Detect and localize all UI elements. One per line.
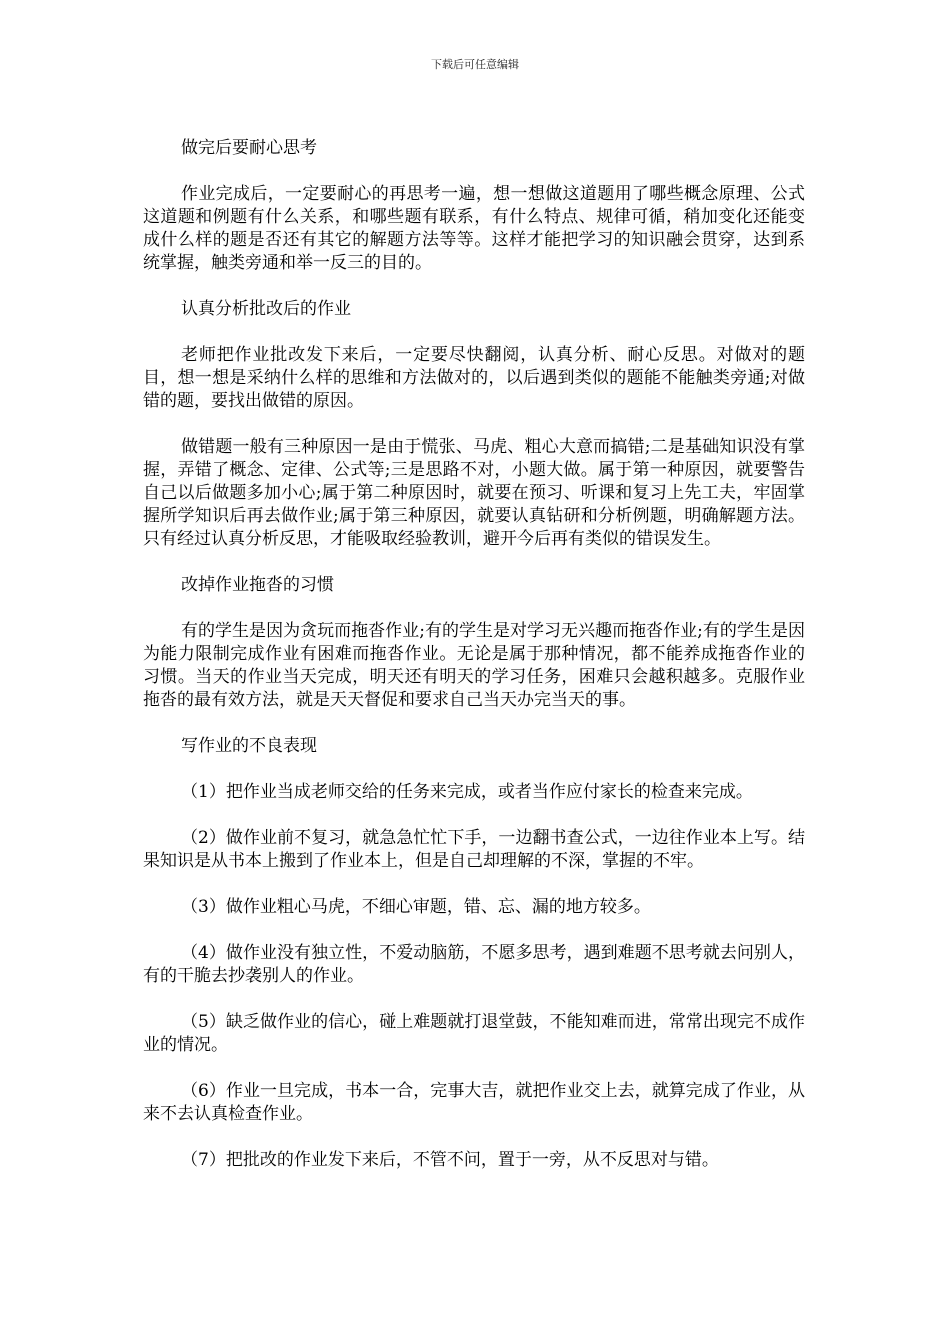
heading-think-patiently: 做完后要耐心思考 xyxy=(181,138,317,158)
list-item xyxy=(143,896,805,919)
list-item xyxy=(143,781,805,804)
list-item xyxy=(143,827,805,873)
list-item xyxy=(143,1149,805,1172)
bad-habit-item-7: （7）把批改的作业发下来后，不管不问，置于一旁，从不反思对与错。 xyxy=(181,1150,719,1170)
paragraph xyxy=(143,436,805,551)
paragraph-analyze-corrected-1: 老师把作业批改发下来后，一定要尽快翻阅，认真分析、耐心反思。对做对的题目，想一想是采纳什么样的思维和方法做对的，以后遇到类似的题能不能触类旁通;对做错的题，要找出做错的原因。 xyxy=(143,345,805,411)
section-heading xyxy=(143,298,805,321)
paragraph-procrastination: 有的学生是因为贪玩而拖沓作业;有的学生是对学习无兴趣而拖沓作业;有的学生是因为能力限制完成作业有困难而拖沓作业。无论是属于那种情况，都不能养成拖沓作业的习惯。当天的作业当天完成，明天还有明天的学习任务，困难只会越积越多。克服作业拖沓的最有效方法，就是天天督促和要求自己当天办完当天的事。 xyxy=(143,621,805,710)
document-body xyxy=(143,137,805,1195)
paragraph xyxy=(143,620,805,712)
list-item xyxy=(143,942,805,988)
paragraph-analyze-corrected-2: 做错题一般有三种原因一是由于慌张、马虎、粗心大意而搞错;二是基础知识没有掌握，弄错了概念、定律、公式等;三是思路不对，小题大做。属于第一种原因，就要警告自己以后做题多加小心;属于第二种原因时，就要在预习、听课和复习上先工夫，牢固掌握所学知识后再去做作业;属于第三种原因，就要认真钻研和分析例题，明确解题方法。只有经过认真分析反思，才能吸取经验教训，避开今后再有类似的错误发生。 xyxy=(143,437,805,549)
bad-habit-item-6: （6）作业一旦完成，书本一合，完事大吉，就把作业交上去，就算完成了作业，从来不去认真检查作业。 xyxy=(143,1081,805,1124)
paragraph xyxy=(143,183,805,275)
bad-habit-item-2: （2）做作业前不复习，就急急忙忙下手，一边翻书查公式，一边往作业本上写。结果知识是从书本上搬到了作业本上，但是自己却理解的不深，掌握的不牢。 xyxy=(143,828,805,871)
paragraph-think-patiently: 作业完成后，一定要耐心的再思考一遍，想一想做这道题用了哪些概念原理、公式这道题和例题有什么关系，和哪些题有联系，有什么特点、规律可循，稍加变化还能变成什么样的题是否还有其它的解题方法等等。这样才能把学习的知识融会贯穿，达到系统掌握，触类旁通和举一反三的目的。 xyxy=(143,184,805,273)
list-item xyxy=(143,1080,805,1126)
page-header: 下载后可任意编辑 xyxy=(431,58,519,71)
heading-analyze-corrected: 认真分析批改后的作业 xyxy=(181,299,351,319)
bad-habit-item-3: （3）做作业粗心马虎，不细心审题，错、忘、漏的地方较多。 xyxy=(181,897,651,917)
bad-habit-item-4: （4）做作业没有独立性，不爱动脑筋，不愿多思考，遇到难题不思考就去问别人，有的干脆去抄袭别人的作业。 xyxy=(143,943,805,986)
list-item xyxy=(143,1011,805,1057)
bad-habit-item-1: （1）把作业当成老师交给的任务来完成，或者当作应付家长的检查来完成。 xyxy=(181,782,753,802)
section-heading xyxy=(143,735,805,758)
section-heading xyxy=(143,137,805,160)
paragraph xyxy=(143,344,805,413)
heading-bad-habits: 写作业的不良表现 xyxy=(181,736,317,756)
bad-habit-item-5: （5）缺乏做作业的信心，碰上难题就打退堂鼓，不能知难而进，常常出现完不成作业的情况。 xyxy=(143,1012,805,1055)
heading-procrastination: 改掉作业拖沓的习惯 xyxy=(181,575,334,595)
section-heading xyxy=(143,574,805,597)
